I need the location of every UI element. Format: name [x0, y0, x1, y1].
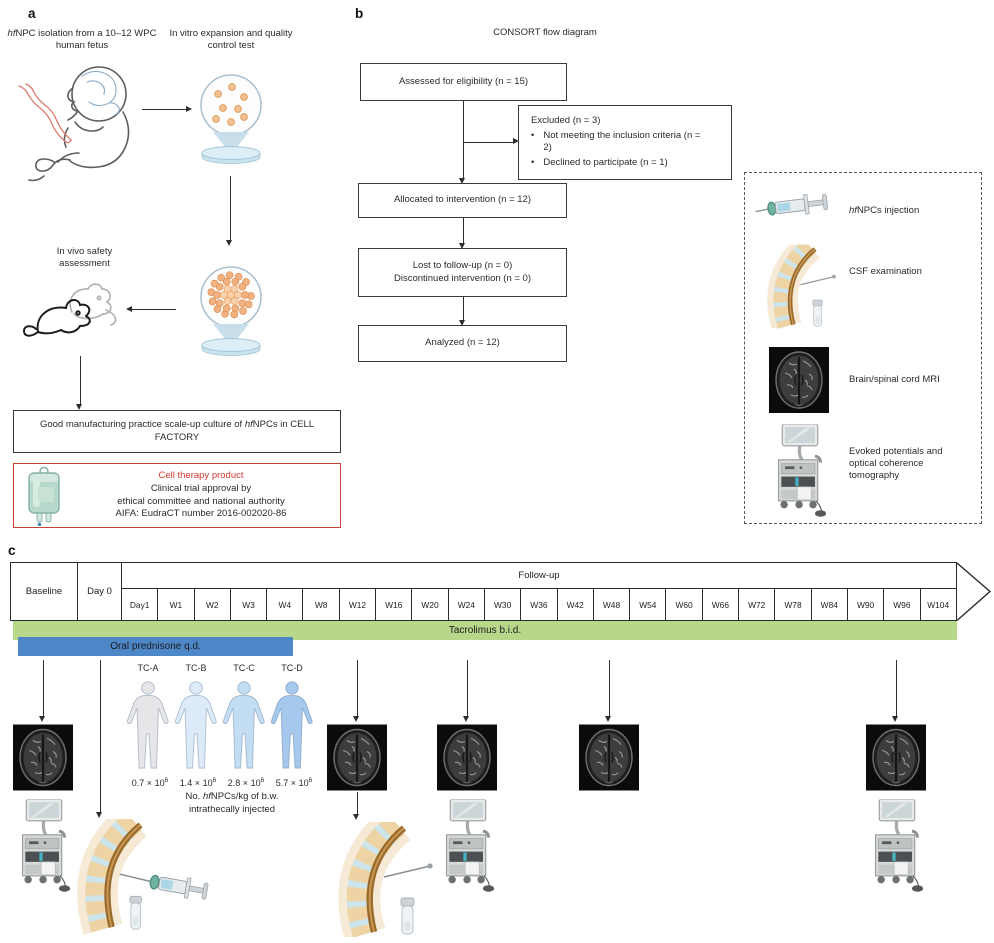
- syringe-icon: [753, 183, 833, 228]
- timeline-week-cell: W30: [484, 588, 521, 621]
- arrow-to-excluded: [463, 142, 513, 143]
- panel-c-label: c: [8, 543, 16, 558]
- cohort-label-tca: TC-A: [137, 663, 159, 673]
- dose-tcc-exp: 6: [260, 777, 265, 784]
- step1-caption: [3, 28, 161, 53]
- legend-label-injection-italic: hf: [849, 205, 857, 216]
- prednisone-bar: Oral prednisone q.d.: [18, 637, 293, 656]
- timeline-week-cell: W60: [665, 588, 702, 621]
- arrow-w24-column: [467, 660, 468, 716]
- consort-excluded-box: [518, 105, 732, 180]
- evoked-potentials-cart-icon: [772, 421, 828, 521]
- timeline-week-cell: W66: [702, 588, 739, 621]
- gmp-text-pre: Good manufacturing practice scale-up culture of: [39, 418, 245, 430]
- cohort-label-tcb: TC-B: [185, 663, 207, 673]
- timeline-week-cell: W3: [230, 588, 267, 621]
- cell-culture-dense-icon: [198, 264, 264, 356]
- timeline-week-cell: W78: [774, 588, 811, 621]
- person-figure-tcc: [220, 679, 268, 773]
- excluded-item-2: Declined to participate (n = 1): [543, 156, 668, 168]
- cell-therapy-line2: ethical committee and national authority: [117, 495, 285, 507]
- dose-caption-italic: hf: [202, 791, 211, 802]
- evoked-potentials-cart-icon: [16, 796, 72, 896]
- arrow-mice-to-gmp: [80, 356, 81, 404]
- timeline-week-cell: W2: [194, 588, 231, 621]
- brain-mri-icon: [769, 347, 829, 413]
- timeline-weeks-row: [121, 588, 957, 621]
- dose-caption-pre: No.: [185, 791, 203, 802]
- timeline-week-cell: W90: [847, 588, 884, 621]
- excluded-bullet-1: [531, 130, 703, 155]
- iv-bag-icon: [24, 466, 64, 526]
- dose-caption-post: NPCs/kg of b.w.: [210, 791, 279, 802]
- step1-caption-italic: hf: [7, 28, 16, 39]
- arrow-w96-column: [896, 660, 897, 716]
- gmp-box-text: [26, 419, 328, 444]
- timeline-baseline-cell: Baseline: [10, 562, 78, 621]
- consort-lost-box: [358, 248, 567, 297]
- dose-tcc-base: 2.8 × 10: [227, 778, 261, 788]
- lost-line1: Lost to follow-up (n = 0): [412, 259, 513, 271]
- dose-tca-base: 0.7 × 10: [131, 778, 165, 788]
- arrow-culture-to-expansion: [230, 176, 231, 240]
- timeline-week-cell: W20: [411, 588, 448, 621]
- excluded-title: Excluded (n = 3): [531, 115, 601, 126]
- brain-mri-icon: [327, 724, 387, 791]
- lumbar-injection-icon: [72, 818, 212, 936]
- bullet-icon: •: [531, 156, 535, 168]
- timeline-week-cell: W104: [920, 588, 957, 621]
- arrow-w12-to-csf: [357, 792, 358, 814]
- person-figure-tca: [124, 679, 172, 773]
- dose-tcd: [267, 777, 321, 788]
- timeline-week-cell: W24: [448, 588, 485, 621]
- dose-tca-exp: 6: [164, 777, 169, 784]
- legend-label-injection: [849, 205, 919, 217]
- cohort-label-tcd: TC-D: [281, 663, 303, 673]
- arrow-day0-column: [100, 660, 101, 812]
- person-figure-tcd: [268, 679, 316, 773]
- legend-label-csf: CSF examination: [849, 266, 922, 277]
- dose-caption-line1: [150, 791, 314, 803]
- timeline-week-cell: W96: [883, 588, 920, 621]
- bullet-icon: •: [531, 129, 535, 141]
- dose-caption-line2: intrathecally injected: [188, 804, 276, 815]
- timeline-followup-band: Follow-up: [121, 562, 957, 589]
- dose-tcd-base: 5.7 × 10: [275, 778, 309, 788]
- panel-b-label: b: [355, 6, 364, 21]
- arrow-lost-to-analyzed: [463, 297, 464, 320]
- person-figure-tcb: [172, 679, 220, 773]
- tacrolimus-bar: Tacrolimus b.i.d.: [13, 621, 957, 640]
- timeline-week-cell: W8: [302, 588, 339, 621]
- legend-label-injection-rest: NPCs injection: [856, 205, 920, 216]
- brain-mri-icon: [866, 724, 926, 791]
- legend-label-mri: Brain/spinal cord MRI: [849, 374, 940, 385]
- timeline-week-cell: W16: [375, 588, 412, 621]
- timeline-week-cell: W84: [811, 588, 848, 621]
- consort-assessed-box: Assessed for eligibility (n = 15): [360, 63, 567, 101]
- arrow-w48-column: [609, 660, 610, 716]
- dose-tca: [123, 777, 177, 788]
- excluded-bullet-2: [531, 157, 703, 170]
- evoked-potentials-cart-icon: [440, 796, 496, 896]
- legend-box: [744, 172, 982, 524]
- cell-therapy-title: Cell therapy product: [158, 470, 244, 482]
- step1-caption-text: NPC isolation from a 10–12 WPC human fetus: [15, 28, 157, 52]
- brain-mri-icon: [437, 724, 497, 791]
- arrow-fetus-to-culture: [142, 109, 186, 110]
- panel-a-label: a: [28, 6, 36, 21]
- gmp-text-post: NPCs in CELL FACTORY: [154, 418, 315, 443]
- timeline-week-cell: W54: [629, 588, 666, 621]
- dose-tcb: [171, 777, 225, 788]
- gmp-box: [13, 410, 341, 453]
- dose-tcd-exp: 6: [308, 777, 313, 784]
- consort-title: CONSORT flow diagram: [493, 27, 597, 38]
- timeline-day0-cell: Day 0: [77, 562, 122, 621]
- cohort-label-tcc: TC-C: [233, 663, 255, 673]
- lumbar-puncture-icon: [326, 822, 438, 937]
- brain-mri-icon: [579, 724, 639, 791]
- brain-mri-icon: [13, 724, 73, 791]
- timeline-week-cell: W48: [593, 588, 630, 621]
- cell-therapy-line1: Clinical trial approval by: [150, 482, 252, 494]
- gmp-text-italic: hf: [244, 418, 253, 430]
- fetus-icon: [12, 58, 142, 186]
- lumbar-puncture-icon: [759, 235, 839, 338]
- cell-culture-sparse-icon: [198, 72, 264, 164]
- excluded-item-1: Not meeting the inclusion criteria (n = 2): [543, 129, 701, 154]
- timeline-week-cell: W36: [520, 588, 557, 621]
- timeline-chevron-icon: [956, 562, 994, 622]
- consort-analyzed-box: Analyzed (n = 12): [358, 325, 567, 362]
- consort-allocated-box: Allocated to intervention (n = 12): [358, 183, 567, 218]
- arrow-baseline-column: [43, 660, 44, 716]
- arrow-allocated-to-lost: [463, 218, 464, 243]
- timeline-week-cell: W4: [266, 588, 303, 621]
- timeline-week-cell: W12: [339, 588, 376, 621]
- timeline-week-cell: Day1: [121, 588, 158, 621]
- dose-tcc: [219, 777, 273, 788]
- arrow-w12-column: [357, 660, 358, 716]
- evoked-potentials-cart-icon: [869, 796, 925, 896]
- timeline: [10, 562, 994, 623]
- timeline-week-cell: W72: [738, 588, 775, 621]
- timeline-week-cell: W42: [557, 588, 594, 621]
- arrow-assessed-to-allocated: [463, 101, 464, 178]
- cell-therapy-line3: AIFA: EudraCT number 2016-002020-86: [115, 508, 287, 520]
- lost-line2: Discontinued intervention (n = 0): [393, 272, 532, 284]
- legend-label-ep-oct: Evoked potentials and optical coherence tomography: [849, 446, 943, 481]
- step2-caption: In vitro expansion and quality control test: [169, 28, 293, 52]
- mice-icon: [22, 276, 127, 348]
- arrow-expansion-to-mice: [132, 309, 176, 310]
- timeline-week-cell: W1: [157, 588, 194, 621]
- dose-tcb-base: 1.4 × 10: [179, 778, 213, 788]
- step3-caption: In vivo safety assessment: [56, 246, 113, 270]
- dose-tcb-exp: 6: [212, 777, 217, 784]
